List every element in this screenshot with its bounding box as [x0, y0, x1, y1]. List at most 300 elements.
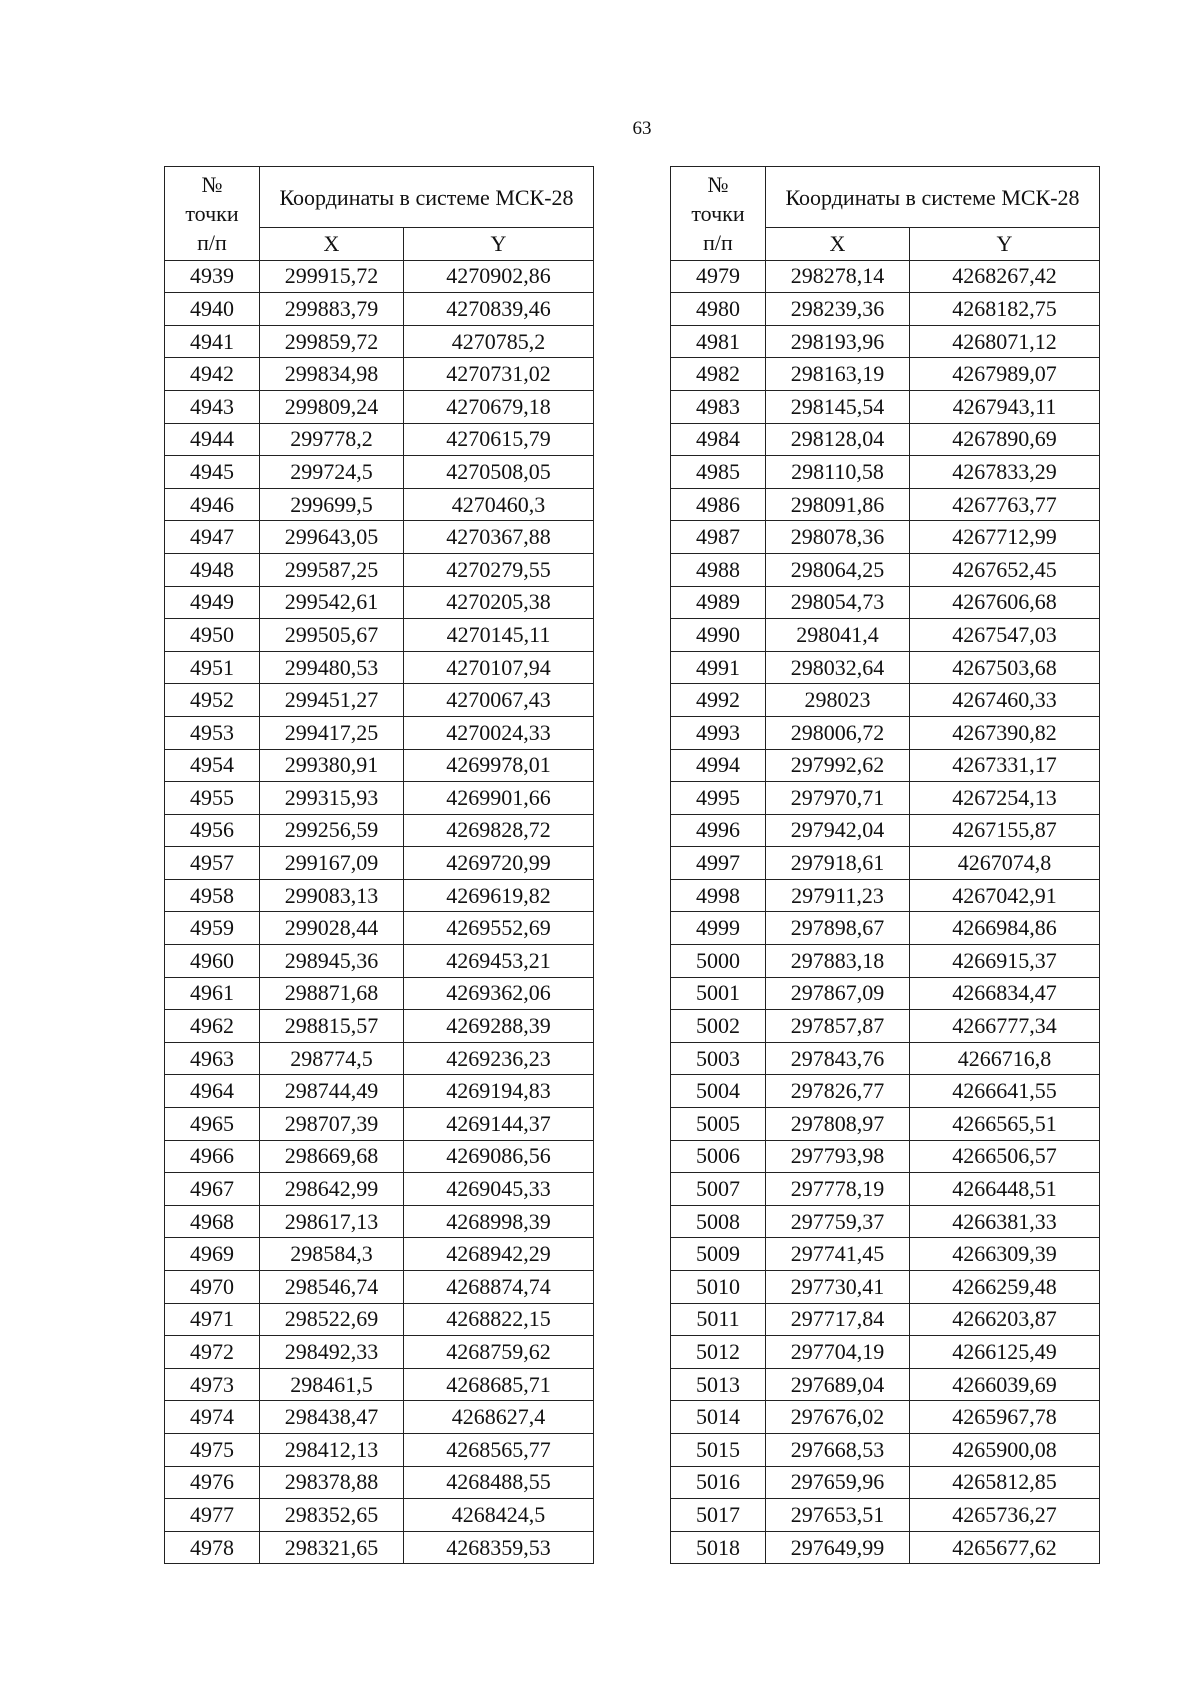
y-coordinate-cell: 4267074,8 — [910, 847, 1100, 880]
x-coordinate-cell: 297808,97 — [766, 1108, 910, 1141]
x-coordinate-cell: 298546,74 — [260, 1271, 404, 1304]
point-number-cell: 4948 — [165, 553, 260, 586]
y-coordinate-cell: 4266039,69 — [910, 1368, 1100, 1401]
point-number-cell: 4991 — [671, 651, 766, 684]
x-coordinate-cell: 297676,02 — [766, 1401, 910, 1434]
y-coordinate-cell: 4267155,87 — [910, 814, 1100, 847]
table-row — [671, 1303, 1100, 1336]
point-number-cell: 4950 — [165, 619, 260, 652]
x-coordinate-cell: 297867,09 — [766, 977, 910, 1010]
x-coordinate-cell: 297659,96 — [766, 1466, 910, 1499]
point-number-cell: 4958 — [165, 879, 260, 912]
x-coordinate-cell: 297898,67 — [766, 912, 910, 945]
point-number-symbol: № — [201, 171, 223, 197]
y-coordinate-cell: 4270839,46 — [404, 293, 594, 326]
x-coordinate-cell: 299643,05 — [260, 521, 404, 554]
table-row — [165, 358, 594, 391]
table-row — [165, 1271, 594, 1304]
table-row — [671, 260, 1100, 293]
x-coordinate-cell: 298023 — [766, 684, 910, 717]
table-row — [165, 1173, 594, 1206]
table-row — [671, 1042, 1100, 1075]
y-coordinate-cell: 4265677,62 — [910, 1531, 1100, 1564]
x-coordinate-cell: 297717,84 — [766, 1303, 910, 1336]
y-coordinate-cell: 4267042,91 — [910, 879, 1100, 912]
y-coordinate-cell: 4270731,02 — [404, 358, 594, 391]
table-row — [671, 782, 1100, 815]
y-coordinate-cell: 4270679,18 — [404, 390, 594, 423]
point-number-cell: 4957 — [165, 847, 260, 880]
table-row — [165, 1010, 594, 1043]
y-coordinate-cell: 4269828,72 — [404, 814, 594, 847]
y-coordinate-cell: 4269619,82 — [404, 879, 594, 912]
x-coordinate-cell: 298128,04 — [766, 423, 910, 456]
x-coordinate-cell: 298032,64 — [766, 651, 910, 684]
x-coordinate-cell: 298744,49 — [260, 1075, 404, 1108]
x-coordinate-cell: 299451,27 — [260, 684, 404, 717]
table-row — [165, 1238, 594, 1271]
y-coordinate-cell: 4267652,45 — [910, 553, 1100, 586]
x-coordinate-cell: 298078,36 — [766, 521, 910, 554]
table-row — [165, 423, 594, 456]
table-row — [165, 1401, 594, 1434]
x-coordinate-cell: 297918,61 — [766, 847, 910, 880]
y-coordinate-cell: 4268942,29 — [404, 1238, 594, 1271]
table-row — [165, 293, 594, 326]
table-row — [165, 1531, 594, 1564]
y-coordinate-cell: 4267331,17 — [910, 749, 1100, 782]
x-coordinate-cell: 297741,45 — [766, 1238, 910, 1271]
table-row — [165, 912, 594, 945]
table-row — [165, 1108, 594, 1141]
x-coordinate-cell: 298064,25 — [766, 553, 910, 586]
x-coordinate-cell: 297778,19 — [766, 1173, 910, 1206]
x-coordinate-cell: 297911,23 — [766, 879, 910, 912]
point-number-cell: 4981 — [671, 325, 766, 358]
point-number-cell: 4973 — [165, 1368, 260, 1401]
point-number-cell: 4969 — [165, 1238, 260, 1271]
table-row — [671, 1140, 1100, 1173]
x-coordinate-cell: 297689,04 — [766, 1368, 910, 1401]
table-row — [165, 651, 594, 684]
x-coordinate-cell: 297759,37 — [766, 1205, 910, 1238]
y-column-header: Y — [910, 228, 1100, 261]
table-row — [671, 1401, 1100, 1434]
y-coordinate-cell: 4269086,56 — [404, 1140, 594, 1173]
x-coordinate-cell: 297653,51 — [766, 1499, 910, 1532]
x-coordinate-cell: 298163,19 — [766, 358, 910, 391]
point-number-cell: 4996 — [671, 814, 766, 847]
table-row — [165, 260, 594, 293]
y-coordinate-cell: 4270205,38 — [404, 586, 594, 619]
y-coordinate-cell: 4266203,87 — [910, 1303, 1100, 1336]
coordinates-table-right — [670, 166, 1100, 1564]
point-number-cell: 4945 — [165, 456, 260, 489]
table-row — [165, 749, 594, 782]
x-coordinate-cell: 298438,47 — [260, 1401, 404, 1434]
y-coordinate-cell: 4266259,48 — [910, 1271, 1100, 1304]
point-number-cell: 4955 — [165, 782, 260, 815]
table-row — [165, 1303, 594, 1336]
y-coordinate-cell: 4268627,4 — [404, 1401, 594, 1434]
point-number-cell: 4965 — [165, 1108, 260, 1141]
x-coordinate-cell: 298054,73 — [766, 586, 910, 619]
point-number-header — [165, 167, 260, 261]
x-coordinate-cell: 298091,86 — [766, 488, 910, 521]
point-number-cell: 4941 — [165, 325, 260, 358]
point-number-header — [671, 167, 766, 261]
table-row — [671, 325, 1100, 358]
y-coordinate-cell: 4269144,37 — [404, 1108, 594, 1141]
table-row — [671, 1238, 1100, 1271]
y-coordinate-cell: 4267547,03 — [910, 619, 1100, 652]
table-row — [165, 456, 594, 489]
y-coordinate-cell: 4270107,94 — [404, 651, 594, 684]
y-coordinate-cell: 4268685,71 — [404, 1368, 594, 1401]
point-number-cell: 4985 — [671, 456, 766, 489]
y-coordinate-cell: 4270145,11 — [404, 619, 594, 652]
table-row — [671, 1531, 1100, 1564]
x-column-header: X — [260, 228, 404, 261]
y-coordinate-cell: 4269045,33 — [404, 1173, 594, 1206]
table-row — [165, 1205, 594, 1238]
coordinate-system-header: Координаты в системе МСК-28 — [260, 167, 594, 228]
y-coordinate-cell: 4268182,75 — [910, 293, 1100, 326]
table-row — [165, 1075, 594, 1108]
point-number-cell: 4964 — [165, 1075, 260, 1108]
y-coordinate-cell: 4267763,77 — [910, 488, 1100, 521]
y-coordinate-cell: 4267254,13 — [910, 782, 1100, 815]
table-row — [671, 1271, 1100, 1304]
x-coordinate-cell: 298815,57 — [260, 1010, 404, 1043]
y-coordinate-cell: 4266309,39 — [910, 1238, 1100, 1271]
point-number-cell: 4968 — [165, 1205, 260, 1238]
point-number-cell: 4967 — [165, 1173, 260, 1206]
y-coordinate-cell: 4267989,07 — [910, 358, 1100, 391]
point-number-cell: 4990 — [671, 619, 766, 652]
x-coordinate-cell: 299542,61 — [260, 586, 404, 619]
table-row — [671, 1075, 1100, 1108]
table-row — [671, 1466, 1100, 1499]
point-number-cell: 5010 — [671, 1271, 766, 1304]
x-coordinate-cell: 299028,44 — [260, 912, 404, 945]
y-coordinate-cell: 4267390,82 — [910, 716, 1100, 749]
x-coordinate-cell: 298492,33 — [260, 1336, 404, 1369]
table-row — [671, 521, 1100, 554]
x-coordinate-cell: 298239,36 — [766, 293, 910, 326]
x-coordinate-cell: 298584,3 — [260, 1238, 404, 1271]
point-number-cell: 4978 — [165, 1531, 260, 1564]
point-number-cell: 4992 — [671, 684, 766, 717]
table-row — [671, 1336, 1100, 1369]
y-coordinate-cell: 4267460,33 — [910, 684, 1100, 717]
x-coordinate-cell: 297704,19 — [766, 1336, 910, 1369]
point-number-cell: 4980 — [671, 293, 766, 326]
y-column-header: Y — [404, 228, 594, 261]
y-coordinate-cell: 4266834,47 — [910, 977, 1100, 1010]
x-column-header: X — [766, 228, 910, 261]
y-coordinate-cell: 4266777,34 — [910, 1010, 1100, 1043]
y-coordinate-cell: 4265812,85 — [910, 1466, 1100, 1499]
point-number-cell: 4971 — [165, 1303, 260, 1336]
x-coordinate-cell: 298642,99 — [260, 1173, 404, 1206]
point-number-cell: 5005 — [671, 1108, 766, 1141]
point-number-cell: 5017 — [671, 1499, 766, 1532]
point-number-cell: 4960 — [165, 945, 260, 978]
y-coordinate-cell: 4266381,33 — [910, 1205, 1100, 1238]
x-coordinate-cell: 298522,69 — [260, 1303, 404, 1336]
table-row — [165, 716, 594, 749]
point-number-cell: 4943 — [165, 390, 260, 423]
x-coordinate-cell: 297668,53 — [766, 1433, 910, 1466]
point-number-cell: 4975 — [165, 1433, 260, 1466]
point-number-cell: 4972 — [165, 1336, 260, 1369]
x-coordinate-cell: 298110,58 — [766, 456, 910, 489]
x-coordinate-cell: 299809,24 — [260, 390, 404, 423]
point-number-cell: 4994 — [671, 749, 766, 782]
y-coordinate-cell: 4266506,57 — [910, 1140, 1100, 1173]
x-coordinate-cell: 298321,65 — [260, 1531, 404, 1564]
table-row — [671, 553, 1100, 586]
x-coordinate-cell: 299724,5 — [260, 456, 404, 489]
point-number-cell: 4986 — [671, 488, 766, 521]
x-coordinate-cell: 298945,36 — [260, 945, 404, 978]
x-coordinate-cell: 299480,53 — [260, 651, 404, 684]
point-number-cell: 5006 — [671, 1140, 766, 1173]
table-row — [671, 749, 1100, 782]
x-coordinate-cell: 299505,67 — [260, 619, 404, 652]
point-number-cell: 5000 — [671, 945, 766, 978]
y-coordinate-cell: 4268488,55 — [404, 1466, 594, 1499]
y-coordinate-cell: 4268267,42 — [910, 260, 1100, 293]
point-number-cell: 5003 — [671, 1042, 766, 1075]
y-coordinate-cell: 4266565,51 — [910, 1108, 1100, 1141]
x-coordinate-cell: 298669,68 — [260, 1140, 404, 1173]
x-coordinate-cell: 299883,79 — [260, 293, 404, 326]
point-number-order: п/п — [197, 229, 227, 255]
y-coordinate-cell: 4270785,2 — [404, 325, 594, 358]
x-coordinate-cell: 299699,5 — [260, 488, 404, 521]
point-number-cell: 4993 — [671, 716, 766, 749]
y-coordinate-cell: 4268071,12 — [910, 325, 1100, 358]
x-coordinate-cell: 297883,18 — [766, 945, 910, 978]
y-coordinate-cell: 4268998,39 — [404, 1205, 594, 1238]
table-row — [165, 1140, 594, 1173]
point-number-symbol: № — [707, 171, 729, 197]
point-number-cell: 4949 — [165, 586, 260, 619]
x-coordinate-cell: 299380,91 — [260, 749, 404, 782]
x-coordinate-cell: 299167,09 — [260, 847, 404, 880]
x-coordinate-cell: 298145,54 — [766, 390, 910, 423]
point-number-cell: 5009 — [671, 1238, 766, 1271]
table-row — [165, 1433, 594, 1466]
table-row — [165, 1336, 594, 1369]
table-row — [671, 977, 1100, 1010]
point-number-cell: 4953 — [165, 716, 260, 749]
x-coordinate-cell: 299083,13 — [260, 879, 404, 912]
x-coordinate-cell: 298774,5 — [260, 1042, 404, 1075]
y-coordinate-cell: 4265900,08 — [910, 1433, 1100, 1466]
y-coordinate-cell: 4269362,06 — [404, 977, 594, 1010]
y-coordinate-cell: 4270279,55 — [404, 553, 594, 586]
table-row — [671, 423, 1100, 456]
point-number-cell: 4976 — [165, 1466, 260, 1499]
x-coordinate-cell: 297942,04 — [766, 814, 910, 847]
y-coordinate-cell: 4266716,8 — [910, 1042, 1100, 1075]
y-coordinate-cell: 4270508,05 — [404, 456, 594, 489]
table-row — [165, 619, 594, 652]
y-coordinate-cell: 4269453,21 — [404, 945, 594, 978]
table-row — [165, 814, 594, 847]
table-row — [165, 1466, 594, 1499]
y-coordinate-cell: 4267712,99 — [910, 521, 1100, 554]
table-row — [671, 847, 1100, 880]
table-row — [671, 1108, 1100, 1141]
table-row — [671, 716, 1100, 749]
table-row — [165, 521, 594, 554]
x-coordinate-cell: 299315,93 — [260, 782, 404, 815]
point-number-cell: 4966 — [165, 1140, 260, 1173]
y-coordinate-cell: 4268874,74 — [404, 1271, 594, 1304]
y-coordinate-cell: 4268424,5 — [404, 1499, 594, 1532]
x-coordinate-cell: 299778,2 — [260, 423, 404, 456]
table-row — [165, 488, 594, 521]
point-number-cell: 4944 — [165, 423, 260, 456]
table-row — [671, 1205, 1100, 1238]
table-row — [671, 684, 1100, 717]
table-row — [671, 586, 1100, 619]
y-coordinate-cell: 4267943,11 — [910, 390, 1100, 423]
table-row — [671, 1433, 1100, 1466]
table-row — [671, 619, 1100, 652]
x-coordinate-cell: 299859,72 — [260, 325, 404, 358]
y-coordinate-cell: 4269720,99 — [404, 847, 594, 880]
point-number-cell: 4989 — [671, 586, 766, 619]
y-coordinate-cell: 4268822,15 — [404, 1303, 594, 1336]
point-number-order: п/п — [703, 229, 733, 255]
coordinates-table-left — [164, 166, 594, 1564]
x-coordinate-cell: 297793,98 — [766, 1140, 910, 1173]
y-coordinate-cell: 4268359,53 — [404, 1531, 594, 1564]
y-coordinate-cell: 4265967,78 — [910, 1401, 1100, 1434]
point-number-cell: 5012 — [671, 1336, 766, 1369]
y-coordinate-cell: 4266125,49 — [910, 1336, 1100, 1369]
y-coordinate-cell: 4269901,66 — [404, 782, 594, 815]
y-coordinate-cell: 4270615,79 — [404, 423, 594, 456]
point-number-cell: 5008 — [671, 1205, 766, 1238]
y-coordinate-cell: 4265736,27 — [910, 1499, 1100, 1532]
y-coordinate-cell: 4266448,51 — [910, 1173, 1100, 1206]
y-coordinate-cell: 4268565,77 — [404, 1433, 594, 1466]
point-number-cell: 4979 — [671, 260, 766, 293]
point-number-cell: 4954 — [165, 749, 260, 782]
y-coordinate-cell: 4267890,69 — [910, 423, 1100, 456]
table-row — [165, 945, 594, 978]
point-number-cell: 4952 — [165, 684, 260, 717]
y-coordinate-cell: 4269978,01 — [404, 749, 594, 782]
point-number-cell: 4947 — [165, 521, 260, 554]
y-coordinate-cell: 4266641,55 — [910, 1075, 1100, 1108]
table-row — [671, 1499, 1100, 1532]
point-number-cell: 4956 — [165, 814, 260, 847]
point-number-cell: 4961 — [165, 977, 260, 1010]
table-row — [165, 684, 594, 717]
point-number-cell: 5018 — [671, 1531, 766, 1564]
table-row — [671, 390, 1100, 423]
y-coordinate-cell: 4267606,68 — [910, 586, 1100, 619]
point-number-cell: 4988 — [671, 553, 766, 586]
table-row — [671, 1173, 1100, 1206]
point-number-cell: 4946 — [165, 488, 260, 521]
x-coordinate-cell: 297730,41 — [766, 1271, 910, 1304]
y-coordinate-cell: 4267503,68 — [910, 651, 1100, 684]
point-number-cell: 4942 — [165, 358, 260, 391]
x-coordinate-cell: 297649,99 — [766, 1531, 910, 1564]
point-number-cell: 4951 — [165, 651, 260, 684]
point-number-cell: 5014 — [671, 1401, 766, 1434]
table-row — [165, 586, 594, 619]
x-coordinate-cell: 298412,13 — [260, 1433, 404, 1466]
y-coordinate-cell: 4269236,23 — [404, 1042, 594, 1075]
table-row — [671, 456, 1100, 489]
table-row — [671, 651, 1100, 684]
table-row — [165, 1368, 594, 1401]
point-number-cell: 4995 — [671, 782, 766, 815]
table-row — [165, 782, 594, 815]
table-row — [165, 325, 594, 358]
table-row — [671, 488, 1100, 521]
point-number-cell: 5007 — [671, 1173, 766, 1206]
x-coordinate-cell: 298041,4 — [766, 619, 910, 652]
table-row — [165, 1499, 594, 1532]
y-coordinate-cell: 4270024,33 — [404, 716, 594, 749]
y-coordinate-cell: 4270460,3 — [404, 488, 594, 521]
x-coordinate-cell: 299417,25 — [260, 716, 404, 749]
table-row — [165, 879, 594, 912]
table-row — [165, 553, 594, 586]
y-coordinate-cell: 4269288,39 — [404, 1010, 594, 1043]
point-number-word: точки — [185, 200, 239, 226]
point-number-cell: 4977 — [165, 1499, 260, 1532]
x-coordinate-cell: 298378,88 — [260, 1466, 404, 1499]
x-coordinate-cell: 298871,68 — [260, 977, 404, 1010]
y-coordinate-cell: 4270367,88 — [404, 521, 594, 554]
x-coordinate-cell: 298707,39 — [260, 1108, 404, 1141]
table-row — [671, 293, 1100, 326]
y-coordinate-cell: 4270067,43 — [404, 684, 594, 717]
point-number-cell: 5002 — [671, 1010, 766, 1043]
point-number-cell: 5011 — [671, 1303, 766, 1336]
y-coordinate-cell: 4266915,37 — [910, 945, 1100, 978]
point-number-cell: 4939 — [165, 260, 260, 293]
point-number-cell: 5013 — [671, 1368, 766, 1401]
x-coordinate-cell: 299915,72 — [260, 260, 404, 293]
table-row — [671, 879, 1100, 912]
point-number-cell: 4962 — [165, 1010, 260, 1043]
point-number-cell: 5004 — [671, 1075, 766, 1108]
x-coordinate-cell: 299256,59 — [260, 814, 404, 847]
point-number-cell: 5001 — [671, 977, 766, 1010]
point-number-cell: 4987 — [671, 521, 766, 554]
table-row — [165, 390, 594, 423]
point-number-cell: 4982 — [671, 358, 766, 391]
x-coordinate-cell: 299834,98 — [260, 358, 404, 391]
point-number-cell: 4959 — [165, 912, 260, 945]
table-row — [671, 814, 1100, 847]
x-coordinate-cell: 298352,65 — [260, 1499, 404, 1532]
x-coordinate-cell: 298617,13 — [260, 1205, 404, 1238]
table-row — [671, 1010, 1100, 1043]
